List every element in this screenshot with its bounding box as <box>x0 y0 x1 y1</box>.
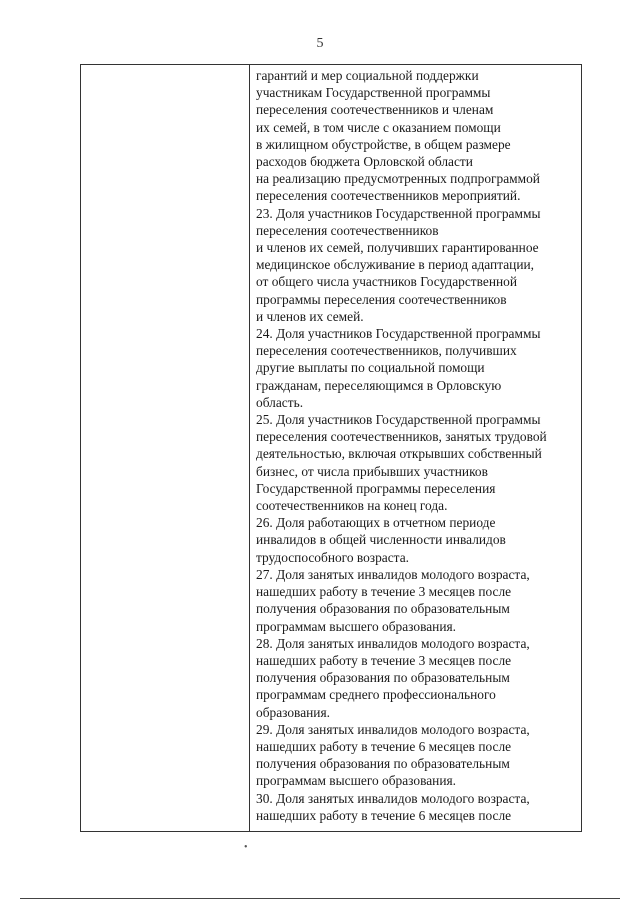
text-line: медицинское обслуживание в период адаптации, <box>256 257 535 273</box>
text-line: переселения соотечественников и членам <box>256 102 494 118</box>
text-line: получения образования по образовательным <box>256 670 510 686</box>
text-line: нашедших работу в течение 6 месяцев после <box>256 807 512 823</box>
text-line: участникам Государственной программы <box>256 85 491 101</box>
text-line: другие выплаты по социальной помощи <box>256 360 485 376</box>
text-line: 27. Доля занятых инвалидов молодого возраста, <box>256 566 530 582</box>
stray-dot-mark: • <box>244 842 248 853</box>
text-line: нашедших работу в течение 6 месяцев после <box>256 738 512 754</box>
text-line: и членов их семей. <box>256 308 364 324</box>
text-line: Государственной программы переселения <box>256 480 496 496</box>
text-line: программы переселения соотечественников <box>256 291 507 307</box>
text-line: 30. Доля занятых инвалидов молодого возраста, <box>256 790 530 806</box>
text-line: и членов их семей, получивших гарантированное <box>256 240 539 256</box>
text-line: их семей, в том числе с оказанием помощи <box>256 119 501 135</box>
text-line: область. <box>256 394 304 410</box>
text-line: программам среднего профессионального <box>256 687 496 703</box>
text-line: программам высшего образования. <box>256 773 457 789</box>
text-line: переселения соотечественников, занятых трудовой <box>256 429 547 445</box>
text-line: переселения соотечественников <box>256 222 439 238</box>
text-line: получения образования по образовательным <box>256 601 510 617</box>
text-line: образования. <box>256 704 330 720</box>
text-line: 25. Доля участников Государственной программы <box>256 412 541 428</box>
text-line: в жилищном обустройстве, в общем размере <box>256 136 511 152</box>
text-line: гарантий и мер социальной поддержки <box>256 68 479 83</box>
text-line: деятельностью, включая открывших собственный <box>256 446 542 462</box>
text-line: гражданам, переселяющимся в Орловскую <box>256 377 502 393</box>
text-line: 26. Доля работающих в отчетном периоде <box>256 515 496 531</box>
text-line: переселения соотечественников, получивших <box>256 343 517 359</box>
text-line: 24. Доля участников Государственной программы <box>256 326 541 342</box>
text-line: программам высшего образования. <box>256 618 457 634</box>
text-line: на реализацию предусмотренных подпрограммой <box>256 171 540 187</box>
text-line: переселения соотечественников мероприятий. <box>256 188 521 204</box>
page-number: 5 <box>316 36 324 51</box>
text-line: инвалидов в общей численности инвалидов <box>256 532 506 548</box>
text-line: расходов бюджета Орловской области <box>256 154 473 170</box>
text-line: 28. Доля занятых инвалидов молодого возраста, <box>256 635 530 651</box>
text-line: бизнес, от числа прибывших участников <box>256 463 488 479</box>
text-line: нашедших работу в течение 3 месяцев после <box>256 584 512 600</box>
text-line: нашедших работу в течение 3 месяцев после <box>256 652 512 668</box>
text-line: получения образования по образовательным <box>256 756 510 772</box>
bottom-divider <box>20 898 620 899</box>
text-line: соотечественников на конец года. <box>256 498 448 514</box>
text-line: 29. Доля занятых инвалидов молодого возраста, <box>256 721 530 737</box>
document-table <box>80 64 582 832</box>
text-line: трудоспособного возраста. <box>256 549 409 565</box>
text-line: от общего числа участников Государственной <box>256 274 518 290</box>
table-left-column <box>81 65 250 831</box>
text-line: 23. Доля участников Государственной программы <box>256 205 541 221</box>
table-right-column <box>250 65 581 831</box>
